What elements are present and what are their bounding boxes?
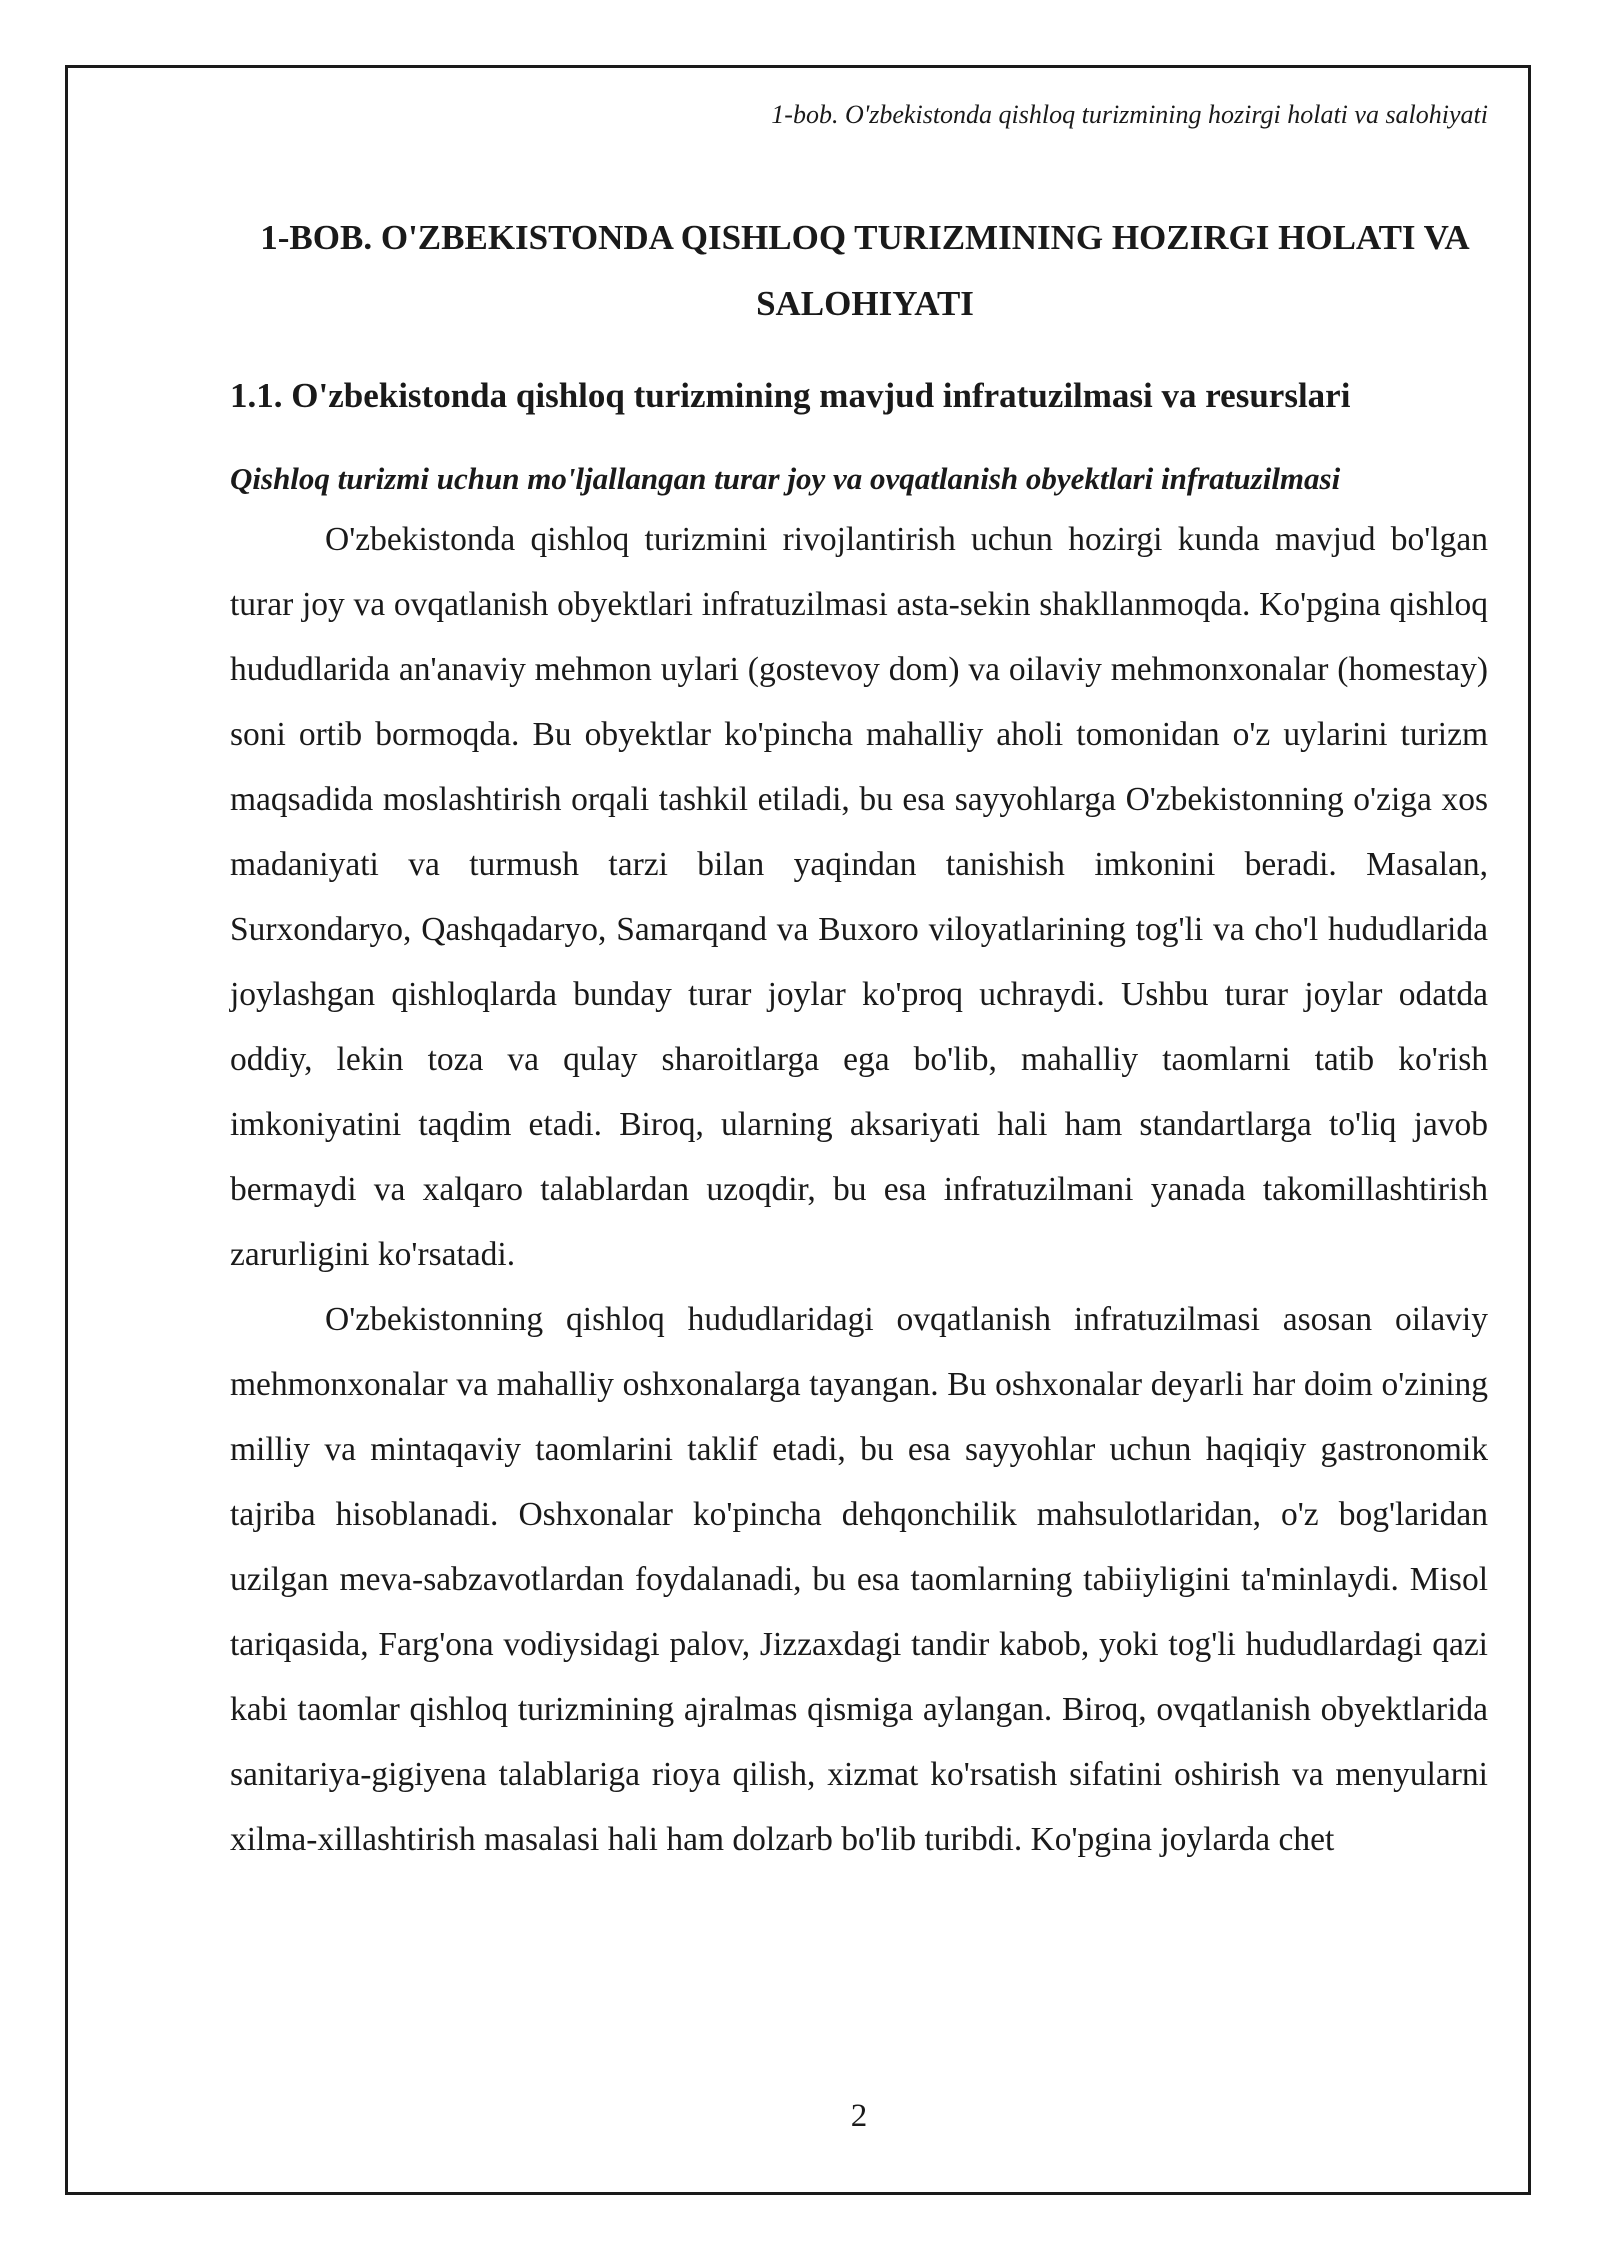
running-header: 1-bob. O'zbekistonda qishloq turizmining hozirgi holati va salohiyati — [771, 100, 1488, 129]
body-paragraph: O'zbekistonda qishloq turizmini rivojlantirish uchun hozirgi kunda mavjud bo'lgan turar joy va ovqatlanish obyektlari infratuzilmasi asta-sekin shakllanmoqda. Ko'pgina qishloq hududlarida an'anaviy mehmon uylari (gostevoy dom) va oilaviy mehmonxonalar (homestay) soni ortib bormoqda. Bu obyektlar ko'pincha mahalliy aholi tomonidan o'z uylarini turizm maqsadida moslashtirish orqali tashkil etiladi, bu esa sayyohlarga O'zbekistonning o'ziga xos madaniyati va turmush tarzi bilan yaqindan tanishish imkonini beradi. Masalan, Surxondaryo, Qashqadaryo, Samarqand va Buxoro viloyatlarining tog'li va cho'l hududlarida joylashgan qishloqlarda bunday turar joylar ko'proq uchraydi. Ushbu turar joylar odatda oddiy, lekin toza va qulay sharoitlarga ega bo'lib, mahalliy taomlarni tatib ko'rish imkoniyatini taqdim etadi. Biroq, ularning aksariyati hali ham standartlarga to'liq javob bermaydi va xalqaro talablardan uzoqdir, bu esa infratuzilmani yanada takomillashtirish zarurligini ko'rsatadi. — [230, 521, 1488, 1273]
body-paragraph: O'zbekistonning qishloq hududlaridagi ovqatlanish infratuzilmasi asosan oilaviy mehmonxonalar va mahalliy oshxonalarga tayangan. Bu oshxonalar deyarli har doim o'zining milliy va mintaqaviy taomlarini taklif etadi, bu esa sayyohlar uchun haqiqiy gastronomik tajriba hisoblanadi. Oshxonalar ko'pincha dehqonchilik mahsulotlaridan, o'z bog'laridan uzilgan meva-sabzavotlardan foydalanadi, bu esa taomlarning tabiiyligini ta'minlaydi. Misol tariqasida, Farg'ona vodiysidagi palov, Jizzaxdagi tandir kabob, yoki tog'li hududlardagi qazi kabi taomlar qishloq turizmining ajralmas qismiga aylangan. Biroq, ovqatlanish obyektlarida sanitariya-gigiyena talablariga rioya qilish, xizmat ko'rsatish sifatini oshirish va menyularni xilma-xillashtirish masalasi hali ham dolzarb bo'lib turibdi. Ko'pgina joylarda chet — [230, 1301, 1488, 1858]
subsection-title: Qishloq turizmi uchun mo'ljallangan turar joy va ovqatlanish obyektlari infratuzilmasi — [230, 461, 1341, 496]
chapter-title: 1-BOB. O'ZBEKISTONDA QISHLOQ TURIZMINING HOZIRGI HOLATI VA SALOHIYATI — [260, 218, 1470, 323]
page-content — [230, 205, 1488, 1872]
section-title: 1.1. O'zbekistonda qishloq turizmining mavjud infratuzilmasi va resurslari — [230, 376, 1351, 415]
page-number: 2 — [850, 2098, 868, 2134]
